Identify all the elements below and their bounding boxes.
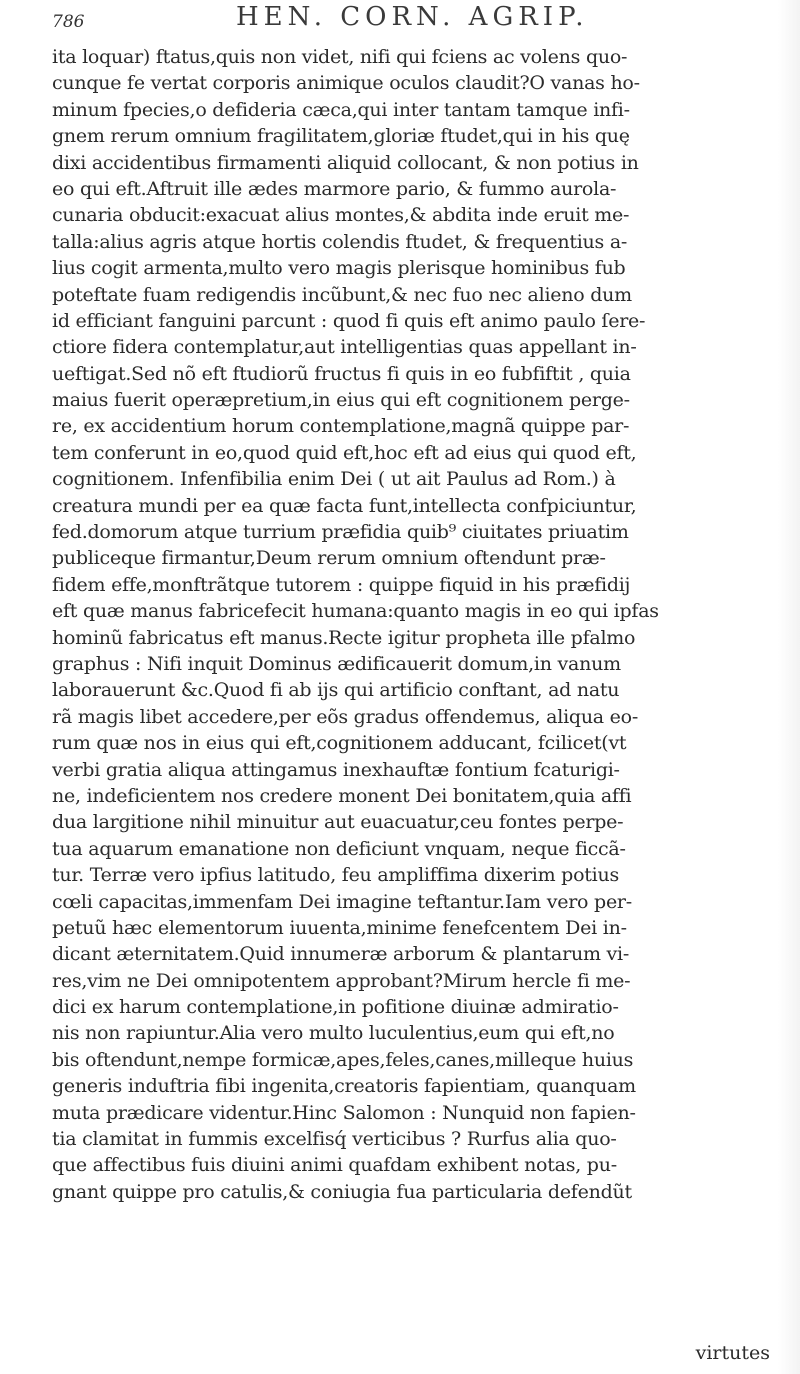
text-line: eo qui eft.Aftruit ille ædes marmore pario, & fummo aurola- [52,177,617,200]
text-line: publiceque firmantur,Deum rerum omnium oftendunt præ- [52,547,606,570]
text-line: dua largitione nihil minuitur aut euacuatur,ceu fontes perpe- [52,811,624,834]
text-line: ita loquar) ftatus,quis non videt, nifi qui fciens ac volens quo- [52,46,628,68]
text-line: re, ex accidentium horum contemplatione,magnã quippe par- [52,415,630,438]
page-number: 786 [52,12,85,32]
text-line: fidem effe,monftrãtque tutorem : quippe fiquid in his præfidij [52,573,631,596]
text-line: lius cogit armenta,multo vero magis plerisque hominibus fub [52,257,626,280]
text-line: poteftate fuam redigendis incũbunt,& nec fuo nec alieno dum [52,283,632,306]
text-line: graphus : Nifi inquit Dominus ædificauerit domum,in vanum [52,652,621,675]
page-edge-shadow [778,0,800,1374]
text-line: tia clamitat in fummis excelfisq́ verticibus ? Rurfus alia quo- [52,1128,617,1151]
text-line: minum fpecies,o defideria cæca,qui inter tantam tamque infi- [52,98,630,121]
text-line: ctiore fidera contemplatur,aut intelligentias quas appellant in- [52,336,637,359]
catchword: virtutes [695,1342,770,1364]
text-line: nis non rapiuntur.Alia vero multo luculentius,eum qui eft,no [52,1022,615,1045]
text-line: tem conferunt in eo,quod quid eft,hoc eft ad eius qui quod eft, [52,441,637,464]
text-line: id efficiant fanguini parcunt : quod fi quis eft animo paulo ſere- [52,309,646,332]
text-line: petuũ hæc elementorum iuuenta,minime fenefcentem Dei in- [52,916,627,939]
text-line: generis induftria fibi ingenita,creatoris fapientiam, quanquam [52,1075,636,1098]
text-line: tur. Terræ vero ipfius latitudo, feu ampliffima dixerim potius [52,864,619,887]
text-line: gnant quippe pro catulis,& coniugia fua particularia defendũt [52,1180,632,1203]
text-line: dici ex harum contemplatione,in pofitione diuinæ admiratio- [52,996,619,1019]
text-line: rum quæ nos in eius qui eft,cognitionem adducant, fcilicet(vt [52,732,627,755]
text-line: cunque fe vertat corporis animique oculos claudit?O vanas ho- [52,72,640,95]
text-line: cunaria obducit:exacuat alius montes,& abdita inde eruit me- [52,204,630,227]
text-line: cœli capacitas,immenfam Dei imagine teftantur.Iam vero per- [52,890,632,913]
text-line: que affectibus fuis diuini animi quafdam exhibent notas, pu- [52,1154,617,1177]
text-line: dicant æternitatem.Quid innumeræ arborum & plantarum vi- [52,943,629,966]
text-line: gnem rerum omnium fragilitatem,gloriæ ftudet,qui in his quę [52,125,630,148]
text-line: maius fuerit operæpretium,in eius qui eft cognitionem perge- [52,389,630,412]
text-line: res,vim ne Dei omnipotentem approbant?Mirum hercle fi me- [52,969,631,992]
text-line: dixi accidentibus firmamenti aliquid collocant, & non potius in [52,151,639,174]
text-line: talla:alius agris atque hortis colendis ftudet, & frequentius a- [52,230,628,253]
page-header [52,2,782,32]
text-line: fed.domorum atque turrium præfidia quib⁹ ciuitates priuatim [52,521,629,544]
text-line: bis oftendunt,nempe formicæ,apes,feles,canes,milleque huius [52,1048,634,1071]
text-line: verbi gratia aliqua attingamus inexhauftæ fontium fcaturigi- [52,758,620,781]
text-line: laborauerunt &c.Quod fi ab ijs qui artificio conftant, ad natu [52,679,620,702]
text-line: ueftigat.Sed nõ eft ftudiorũ fructus fi quis in eo fubfiftit , quia [52,362,631,385]
text-line: hominũ fabricatus eft manus.Recte igitur propheta ille pfalmo [52,626,636,649]
text-line: creatura mundi per ea quæ facta funt,intellecta confpiciuntur, [52,494,637,517]
text-line: cognitionem. Infenfibilia enim Dei ( ut ait Paulus ad Rom.) à [52,468,616,491]
text-line: rã magis libet accedere,per eõs gradus offendemus, aliqua eo- [52,705,639,728]
running-head: HEN. CORN. AGRIP. [236,2,589,32]
text-line: eft quæ manus fabricefecit humana:quanto magis in eo qui ipfas [52,600,659,623]
body-text [52,44,782,1205]
text-line: tua aquarum emanatione non deficiunt vnquam, neque ficcã- [52,837,626,860]
text-line: ne, indeficientem nos credere monent Dei bonitatem,quia affi [52,784,632,807]
text-line: muta prædicare videntur.Hinc Salomon : Nunquid non fapien- [52,1101,636,1124]
